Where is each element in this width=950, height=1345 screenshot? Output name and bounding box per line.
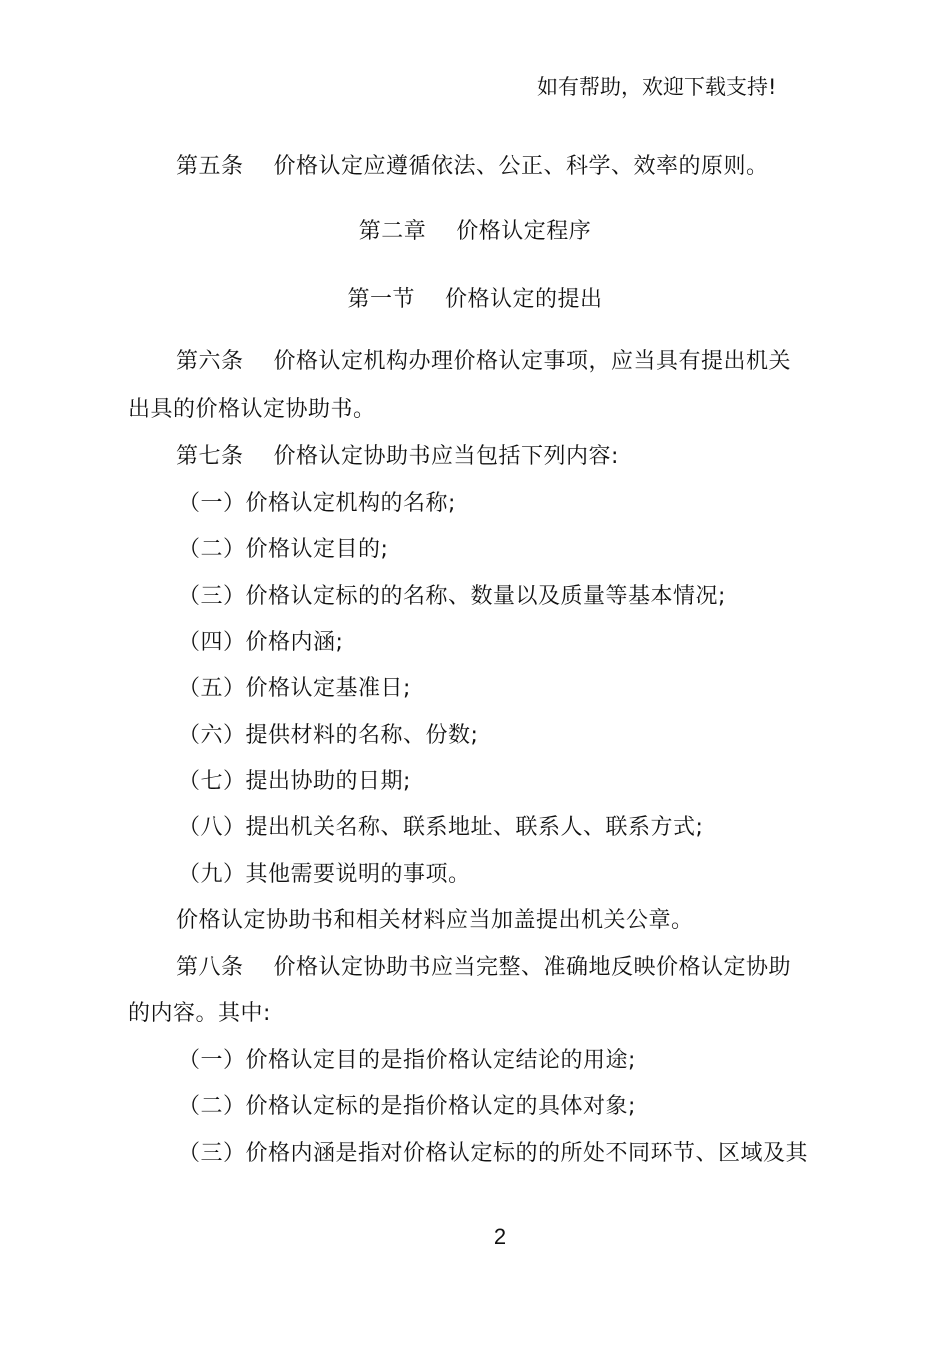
article-7-item: （五）价格认定基准日; <box>178 676 411 701</box>
article-5 <box>176 152 769 182</box>
section-number: 第一节 <box>347 287 415 312</box>
page-number: 2 <box>493 1224 507 1249</box>
article-8-item: （二）价格认定标的是指价格认定的具体对象; <box>178 1094 636 1119</box>
article-7-tail: 价格认定协助书和相关材料应当加盖提出机关公章。 <box>176 908 694 933</box>
article-5-text: 价格认定应遵循依法、公正、科学、效率的原则。 <box>273 154 769 179</box>
article-7-item: （八）提出机关名称、联系地址、联系人、联系方式; <box>178 815 704 840</box>
article-8-item: （一）价格认定目的是指价格认定结论的用途; <box>178 1048 636 1073</box>
article-7-text: 价格认定协助书应当包括下列内容: <box>273 444 619 469</box>
article-6-line-2: 出具的价格认定协助书。 <box>128 397 376 422</box>
article-6-number: 第六条 <box>176 349 244 374</box>
article-6-line-1 <box>176 347 791 377</box>
article-8-line-2: 的内容。其中: <box>128 1001 271 1026</box>
article-7-item: （二）价格认定目的; <box>178 537 389 562</box>
article-7 <box>176 442 619 472</box>
article-8-line-1 <box>176 953 791 983</box>
section-heading <box>0 285 950 315</box>
article-7-item: （七）提出协助的日期; <box>178 769 411 794</box>
article-7-item: （九）其他需要说明的事项。 <box>178 862 471 887</box>
article-8-number: 第八条 <box>176 955 244 980</box>
article-7-number: 第七条 <box>176 444 244 469</box>
article-6-text: 价格认定机构办理价格认定事项，应当具有提出机关 <box>273 349 792 374</box>
article-8-item: （三）价格内涵是指对价格认定标的的所处不同环节、区域及其 <box>178 1141 809 1166</box>
header-note: 如有帮助，欢迎下载支持! <box>537 75 777 99</box>
chapter-title: 价格认定程序 <box>456 219 592 244</box>
article-7-item: （四）价格内涵; <box>178 630 344 655</box>
article-8-text: 价格认定协助书应当完整、准确地反映价格认定协助 <box>273 955 792 980</box>
article-5-number: 第五条 <box>176 154 244 179</box>
article-7-item: （六）提供材料的名称、份数; <box>178 723 479 748</box>
chapter-heading <box>0 217 950 247</box>
section-title: 价格认定的提出 <box>445 287 603 312</box>
chapter-number: 第二章 <box>358 219 427 244</box>
article-7-item: （三）价格认定标的的名称、数量以及质量等基本情况; <box>178 584 726 609</box>
article-7-item: （一）价格认定机构的名称; <box>178 491 456 516</box>
